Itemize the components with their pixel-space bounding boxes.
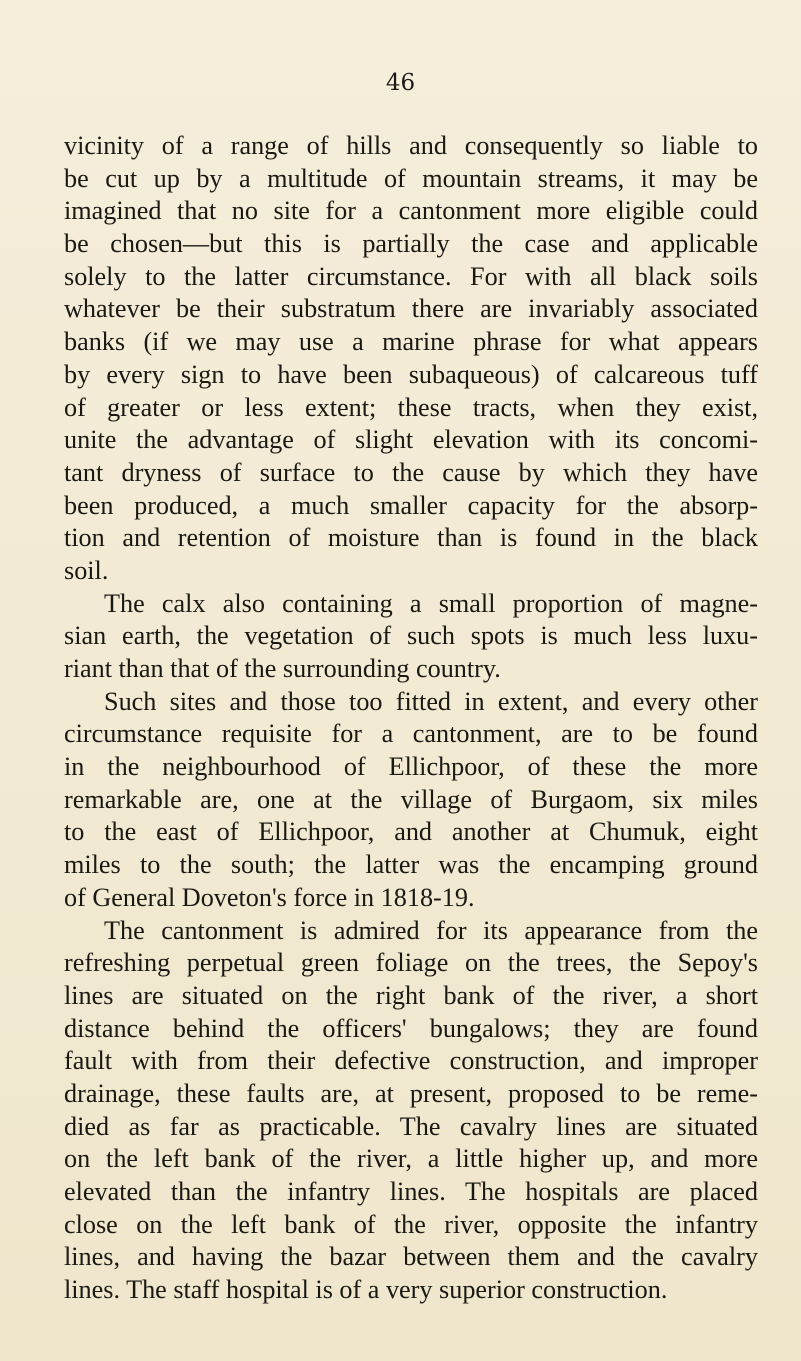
text-line: imagined that no site for a cantonment more eligible could <box>64 196 758 226</box>
text-line: riant than that of the surrounding country. <box>64 654 501 683</box>
text-line: solely to the latter circumstance. For with all black soils <box>64 261 758 291</box>
text-line: vicinity of a range of hills and consequently so liable to <box>64 131 758 160</box>
text-line: Such sites and those too fitted in extent, and every other <box>104 686 758 716</box>
text-line: lines are situated on the right bank of the river, a short <box>64 980 758 1010</box>
text-line: be cut up by a multitude of mountain streams, it may be <box>64 163 758 193</box>
text-line: tant dryness of surface to the cause by which they have <box>64 457 758 487</box>
text-line: been produced, a much smaller capacity for the absorp- <box>64 490 758 520</box>
text-line: tion and retention of moisture than is found in the black <box>64 523 758 553</box>
text-line: refreshing perpetual green foliage on the trees, the Sepoy's <box>64 948 758 978</box>
text-line: in the neighbourhood of Ellichpoor, of these the more <box>64 752 758 782</box>
text-line: elevated than the infantry lines. The hospitals are placed <box>64 1177 758 1206</box>
text-line: of General Doveton's force in 1818-19. <box>64 882 475 912</box>
text-line: banks (if we may use a marine phrase for what appears <box>64 327 758 357</box>
text-line: be chosen—but this is partially the case and applicable <box>64 229 758 259</box>
text-line: The cantonment is admired for its appearance from the <box>104 915 758 945</box>
text-line: The calx also containing a small proportion of magne- <box>104 588 758 618</box>
text-line: lines. The staff hospital is of a very superior construction. <box>64 1275 668 1305</box>
text-line: distance behind the officers' bungalows; they are found <box>64 1013 758 1043</box>
text-line: soil. <box>64 555 109 585</box>
text-line: died as far as practicable. The cavalry lines are situated <box>64 1111 758 1141</box>
text-line: miles to the south; the latter was the encamping ground <box>64 850 758 880</box>
text-line: unite the advantage of slight elevation with its concomi- <box>64 425 758 455</box>
text-line: by every sign to have been subaqueous) of calcareous tuff <box>64 359 758 389</box>
text-line: drainage, these faults are, at present, proposed to be reme- <box>64 1078 758 1108</box>
text-line: circumstance requisite for a cantonment, are to be found <box>64 719 758 749</box>
text-line: sian earth, the vegetation of such spots is much less luxu- <box>64 621 758 651</box>
text-line: close on the left bank of the river, opposite the infantry <box>64 1209 758 1239</box>
text-line: lines, and having the bazar between them and the cavalry <box>64 1242 758 1272</box>
text-line: on the left bank of the river, a little higher up, and more <box>64 1144 758 1174</box>
body-text <box>64 130 758 1307</box>
text-line: whatever be their substratum there are invariably associated <box>64 294 758 324</box>
page-number: 46 <box>385 70 416 96</box>
text-line: to the east of Ellichpoor, and another at Chumuk, eight <box>64 817 758 847</box>
text-line: remarkable are, one at the village of Burgaom, six miles <box>64 784 758 814</box>
text-line: of greater or less extent; these tracts, when they exist, <box>64 392 758 422</box>
text-line: fault with from their defective construction, and improper <box>64 1046 758 1076</box>
